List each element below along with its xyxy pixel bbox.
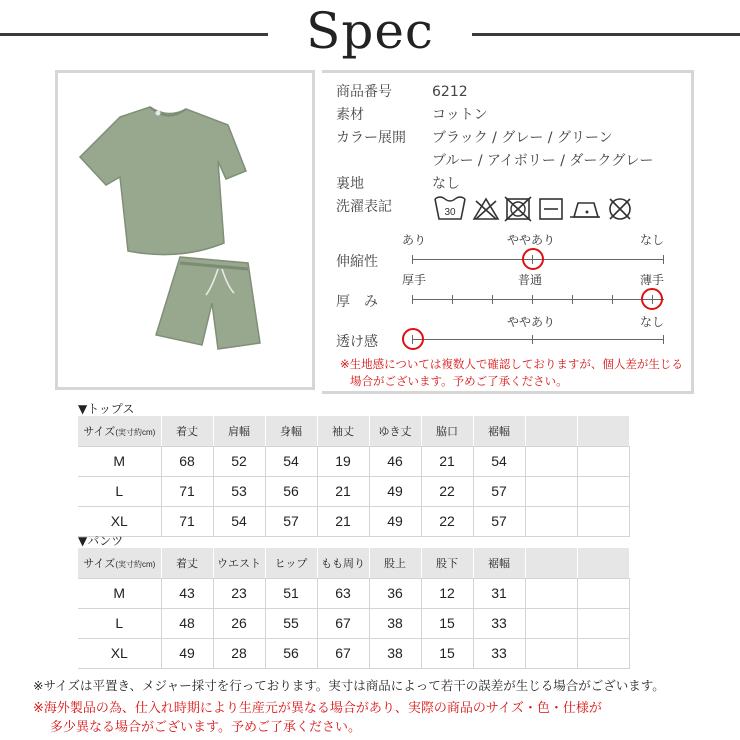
table-cell: 56 — [265, 638, 317, 668]
header-cell: 身幅 — [265, 416, 317, 446]
header-cell — [525, 548, 577, 578]
size-cell: M — [78, 446, 161, 476]
header-cell: 袖丈 — [317, 416, 369, 446]
header-cell: 着丈 — [161, 416, 213, 446]
tops-size-table — [78, 416, 630, 537]
pants-section-label: ▼パンツ — [78, 534, 124, 548]
title-divider-right — [472, 33, 740, 36]
size-header: サイズ — [83, 557, 116, 570]
footer-note-overseas-line1: ※海外製品の為、仕入れ時期により生産元が異なる場合があり、実際の商品のサイズ・色・仕様が — [33, 701, 602, 716]
table-header-row — [78, 548, 629, 578]
header-cell: 肩幅 — [213, 416, 265, 446]
table-cell: 71 — [161, 506, 213, 536]
table-cell: 23 — [213, 578, 265, 608]
table-row — [78, 446, 629, 476]
table-cell: 38 — [369, 608, 421, 638]
table-cell: 21 — [421, 446, 473, 476]
scale2-tick — [532, 295, 533, 304]
size-header: サイズ — [83, 425, 116, 438]
title-row — [0, 0, 740, 64]
pants-size-table — [78, 548, 630, 669]
table-cell: 22 — [421, 476, 473, 506]
table-cell: 68 — [161, 446, 213, 476]
spec-row-colors-cont — [336, 150, 653, 170]
fabric-note-line2: 場合がございます。予めご了承ください。 — [350, 374, 568, 388]
table-cell: 54 — [213, 506, 265, 536]
size-cell: M — [78, 578, 161, 608]
table-cell: 52 — [213, 446, 265, 476]
header-cell: 脇口 — [421, 416, 473, 446]
size-cell: L — [78, 608, 161, 638]
table-cell: 46 — [369, 446, 421, 476]
table-cell: 54 — [265, 446, 317, 476]
scale3-line — [412, 339, 664, 340]
header-cell: 股下 — [421, 548, 473, 578]
header-cell — [577, 548, 629, 578]
table-cell — [577, 446, 629, 476]
size-cell: XL — [78, 638, 161, 668]
spec-key: 裏地 — [336, 176, 364, 192]
scale2-mid-label: 普通 — [518, 273, 543, 287]
spec-row-colors — [336, 127, 613, 147]
scale3-tick — [663, 335, 664, 344]
scale3-selected-marker — [402, 328, 424, 350]
footer-note-size: ※サイズは平置き、メジャー採寸を行っております。実寸は商品によって若干の誤差が生じる場合がございます。 — [33, 678, 665, 693]
table-cell: 63 — [317, 578, 369, 608]
table-cell: 36 — [369, 578, 421, 608]
table-header-row — [78, 416, 629, 446]
table-cell: 26 — [213, 608, 265, 638]
table-row — [78, 578, 629, 608]
wash-temp-text: 30 — [444, 207, 456, 218]
wash-30-icon — [435, 197, 465, 219]
no-dry-clean-icon — [610, 199, 630, 219]
fabric-note-line1: ※生地感については複数人で確認しておりますが、個人差が生じる — [340, 357, 683, 371]
product-photo — [55, 70, 315, 390]
footer-note-overseas-line2: 多少異なる場合がございます。予めご了承ください。 — [50, 720, 361, 735]
table-cell: 43 — [161, 578, 213, 608]
scale1-mid-label: ややあり — [507, 233, 556, 247]
table-cell: 67 — [317, 608, 369, 638]
spec-row-material — [336, 104, 488, 124]
header-cell: ゆき丈 — [369, 416, 421, 446]
table-cell — [525, 506, 577, 536]
header-cell: ウエスト — [213, 548, 265, 578]
scale2-name: 厚 み — [336, 294, 378, 310]
spec-value: ブルー / アイボリー / ダークグレー — [432, 153, 654, 169]
scale1-selected-marker — [522, 248, 544, 270]
header-cell: 裾幅 — [473, 548, 525, 578]
table-cell — [577, 608, 629, 638]
table-cell: 55 — [265, 608, 317, 638]
spec-key: 洗濯表記 — [336, 199, 392, 215]
scale2-line — [412, 299, 664, 300]
header-cell: 裾幅 — [473, 416, 525, 446]
spec-panel — [322, 70, 694, 394]
table-cell: 71 — [161, 476, 213, 506]
scale2-tick — [612, 295, 613, 304]
table-cell — [525, 476, 577, 506]
spec-key: カラー展開 — [336, 130, 406, 146]
table-cell — [525, 578, 577, 608]
header-cell: ヒップ — [265, 548, 317, 578]
header-cell: もも周り — [317, 548, 369, 578]
scale3-right-label: なし — [640, 315, 665, 329]
table-cell: 49 — [369, 506, 421, 536]
flat-dry-icon — [540, 199, 562, 219]
scale2-tick — [412, 295, 413, 304]
table-row — [78, 608, 629, 638]
table-cell: 38 — [369, 638, 421, 668]
spec-row-care — [336, 196, 432, 216]
table-cell: 33 — [473, 608, 525, 638]
table-cell: 31 — [473, 578, 525, 608]
scale1-right-label: なし — [640, 233, 665, 247]
table-cell: 67 — [317, 638, 369, 668]
scale2-tick — [572, 295, 573, 304]
size-cell: XL — [78, 506, 161, 536]
iron-low-icon — [570, 203, 600, 217]
scale1-tick — [412, 255, 413, 264]
spec-value: コットン — [432, 107, 488, 123]
spec-row-lining — [336, 173, 460, 193]
scale2-right-label: 薄手 — [640, 273, 665, 287]
size-cell: L — [78, 476, 161, 506]
scale2-tick — [492, 295, 493, 304]
size-unit: (実寸約cm) — [115, 427, 156, 437]
table-cell: 22 — [421, 506, 473, 536]
scale3-tick — [532, 335, 533, 344]
table-cell — [577, 638, 629, 668]
scale3-name: 透け感 — [336, 334, 378, 350]
header-cell — [525, 416, 577, 446]
scale3-mid-label: ややあり — [507, 315, 556, 329]
table-cell: 51 — [265, 578, 317, 608]
table-cell: 15 — [421, 608, 473, 638]
table-cell: 12 — [421, 578, 473, 608]
table-cell: 54 — [473, 446, 525, 476]
tops-section-label: ▼トップス — [78, 402, 135, 416]
table-cell: 33 — [473, 638, 525, 668]
table-cell: 53 — [213, 476, 265, 506]
table-cell — [525, 608, 577, 638]
spec-value: 6212 — [432, 84, 468, 100]
table-cell — [577, 476, 629, 506]
table-cell: 49 — [369, 476, 421, 506]
spec-row-item-number — [336, 81, 468, 101]
spec-key: 素材 — [336, 107, 364, 123]
table-cell: 21 — [317, 476, 369, 506]
scale1-left-label: あり — [402, 233, 427, 247]
table-cell: 19 — [317, 446, 369, 476]
scale1-tick — [663, 255, 664, 264]
table-row — [78, 638, 629, 668]
spec-value: ブラック / グレー / グリーン — [432, 130, 613, 146]
table-cell: 15 — [421, 638, 473, 668]
table-cell — [525, 638, 577, 668]
page-title: Spec — [306, 2, 434, 60]
size-unit: (実寸約cm) — [115, 559, 156, 569]
spec-value: なし — [432, 176, 460, 192]
scale2-selected-marker — [641, 288, 663, 310]
table-cell: 57 — [473, 476, 525, 506]
table-cell: 57 — [265, 506, 317, 536]
table-row — [78, 506, 629, 536]
scale1-name: 伸縮性 — [336, 254, 378, 270]
no-tumble-dry-icon — [505, 197, 531, 221]
scale2-tick — [452, 295, 453, 304]
size-header-cell — [78, 548, 161, 578]
care-icons — [432, 193, 652, 223]
header-cell: 着丈 — [161, 548, 213, 578]
spec-key: 商品番号 — [336, 84, 392, 100]
scale2-left-label: 厚手 — [402, 273, 427, 287]
header-cell — [577, 416, 629, 446]
table-cell: 56 — [265, 476, 317, 506]
table-cell: 49 — [161, 638, 213, 668]
table-cell — [577, 578, 629, 608]
table-cell: 21 — [317, 506, 369, 536]
table-cell: 48 — [161, 608, 213, 638]
table-cell: 57 — [473, 506, 525, 536]
size-header-cell — [78, 416, 161, 446]
table-row — [78, 476, 629, 506]
no-bleach-icon — [474, 199, 498, 219]
table-cell: 28 — [213, 638, 265, 668]
table-cell — [577, 506, 629, 536]
table-cell — [525, 446, 577, 476]
product-image — [58, 73, 312, 387]
header-cell: 股上 — [369, 548, 421, 578]
